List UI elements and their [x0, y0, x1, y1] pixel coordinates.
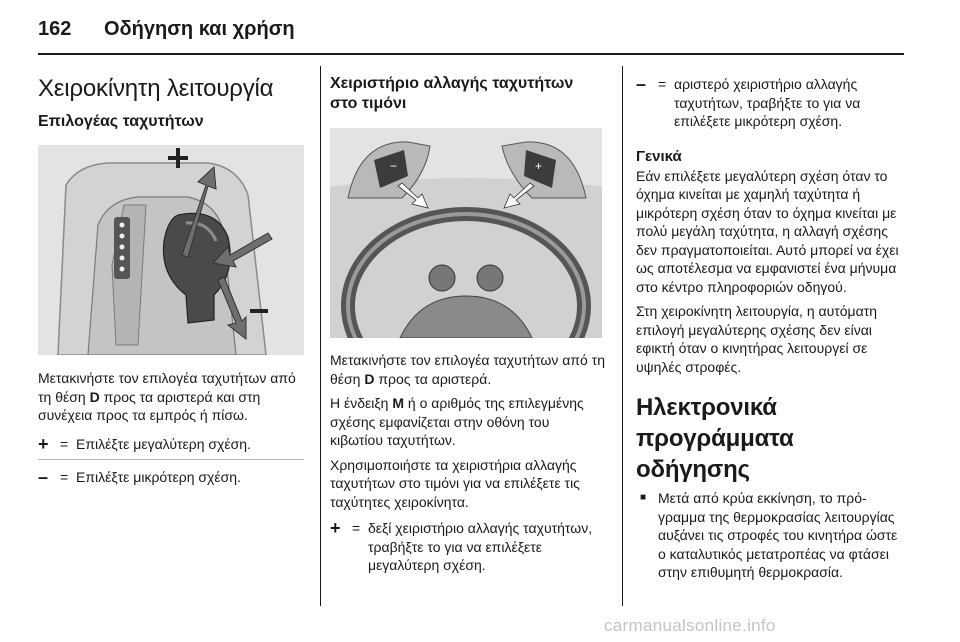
- minus-symbol: –: [38, 467, 49, 487]
- steering-paddles-illustration: [330, 128, 602, 338]
- legend-divider: [38, 459, 304, 460]
- list-item: ■ Μετά από κρύα εκκίνηση, το πρόγραμμα της θερμοκρασίας λειτουργίας αυξάνει τις στροφές του κινητήρα ώστε ο καταλυτικός μετατροπέας να φτάσει στην επιθυμητή θερμοκρασία.: [636, 489, 906, 582]
- plus-symbol: +: [38, 433, 49, 454]
- minus-symbol: –: [636, 74, 647, 94]
- general-paragraph-2: Στη χειροκίνητη λειτουργία, η αυτόματη επιλογή μεγαλύτερης σχέσης δεν είναι εφικτή όταν ο κινητήρας λειτουργεί σε υψηλές στροφές.: [636, 303, 878, 375]
- gear-selector-instructions: Μετακινήστε τον επιλογέα ταχυτήτων από τη θέση D προς τα αριστερά και στη συνέχεια προς τα εμπρός ή πίσω.: [38, 370, 296, 423]
- watermark: carmanualsonline.info: [604, 616, 776, 635]
- column-3: [636, 66, 906, 582]
- subheading-gear-selector: Επιλογέας ταχυτήτων: [38, 113, 204, 130]
- column-2: [330, 66, 605, 575]
- paddle-plus-label: +: [535, 159, 543, 173]
- gear-selector-illustration: [38, 145, 304, 355]
- legend-item-minus: – = Επιλέξτε μικρότερη σχέση.: [38, 467, 241, 487]
- page-header: [38, 14, 908, 48]
- legend-item-plus: + = Επιλέξτε μεγαλύτερη σχέση.: [38, 433, 251, 454]
- header-rule: [38, 53, 904, 55]
- column-1: [38, 66, 306, 487]
- gear-display-info: Η ένδειξη M ή ο αριθμός της επιλεγμένης σχέσης εμφανίζεται στην οθόνη του κιβωτίου ταχυτήτων.: [330, 395, 584, 448]
- page-title: Οδήγηση και χρήση: [104, 18, 295, 40]
- column-divider-2: [622, 66, 623, 606]
- section-heading-drive-programs: Ηλεκτρονικά προγράμματα οδήγησης: [636, 394, 794, 483]
- gear-selector-drawing: [38, 145, 304, 355]
- section-heading-manual-mode: Χειροκίνητη λειτουργία: [38, 75, 274, 102]
- subheading-steering-paddles: Χειριστήριο αλλαγής ταχυτήτων στο τιμόνι: [330, 75, 574, 112]
- steering-wheel-drawing: [330, 128, 602, 338]
- legend-item-left-paddle: – = αριστερό χειριστήριο αλλαγής ταχυτήτων, τραβήξτε το για να επιλέξετε μικρότερη σχέση.: [636, 74, 861, 129]
- minus-icon: [250, 309, 268, 313]
- page-number: 162: [38, 18, 72, 40]
- legend-item-right-paddle: + = δεξί χειριστήριο αλλαγής ταχυτήτων, τραβήξτε το για να επιλέξετε μεγαλύτερη σχέση.: [330, 518, 593, 573]
- column-divider-1: [320, 66, 321, 606]
- manual-shift-info: Χρησιμοποιήστε τα χειριστήρια αλλαγής ταχυτήτων στο τιμόνι για να επιλέξετε τις ταχύτητες χειροκίνητα.: [330, 456, 580, 510]
- steering-paddles-instructions: Μετακινήστε τον επιλογέα ταχυτήτων από τη θέση D προς τα αριστερά.: [330, 352, 605, 387]
- general-paragraph-1: Εάν επιλέξετε μεγαλύτερη σχέση όταν το όχημα κινείται με χαμηλή ταχύτητα ή μικρότερη σχέση όταν το όχημα κινείται με πολύ μεγάλη ταχύτητα, η αλλαγή σχέσης δεν πραγματοποιείται. Αυτό μπορεί να έχει ως αποτέλεσμα να εμφανιστεί ένα μήνυμα στο κέντρο πληροφοριών οδηγού.: [636, 167, 899, 295]
- plus-symbol: +: [330, 518, 341, 538]
- subheading-general: Γενικά: [636, 147, 682, 165]
- bullet-icon: ■: [640, 492, 647, 503]
- paddle-minus-label: −: [390, 159, 398, 173]
